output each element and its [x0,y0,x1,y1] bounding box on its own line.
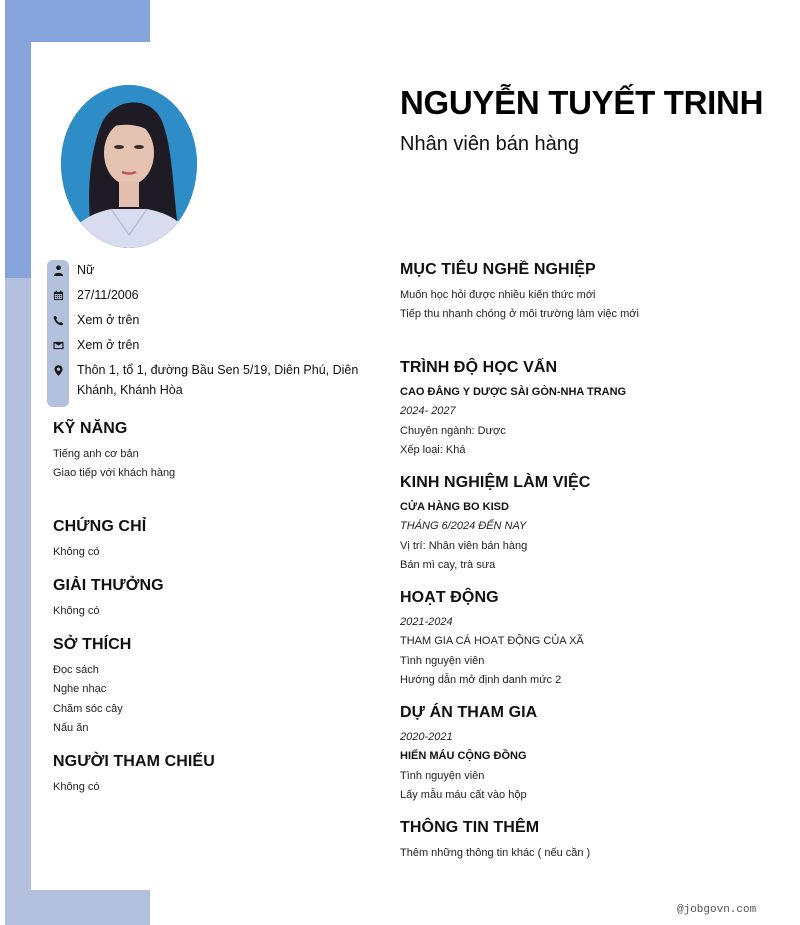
contact-address [47,360,367,400]
phone-icon [47,310,69,330]
activity-description: Hướng dẫn mở định danh mức 2 [400,673,562,686]
project-name: HIẾN MÁU CỘNG ĐỒNG [400,750,527,763]
address-text: Thôn 1, tổ 1, đường Bầu Sen 5/19, Diên Phú, Diên Khánh, Khánh Hòa [77,363,359,397]
activity-period: 2021-2024 [400,616,453,628]
phone-text: Xem ở trên [77,313,140,327]
project-role: Tình nguyện viên [400,769,485,782]
experience-position: Vị trí: Nhân viên bán hàng [400,539,528,552]
section-title: TRÌNH ĐỘ HỌC VẤN [400,359,558,376]
section-hobbies [53,636,363,738]
section-title: NGƯỜI THAM CHIẾU [53,753,215,770]
contact-gender [47,260,367,285]
email-text: Xem ở trên [77,338,140,352]
activity-name: THAM GIA CÁ HOẠT ĐỘNG CỦA XÃ [400,635,584,648]
experience-period: THÁNG 6/2024 ĐẾN NAY [400,520,527,533]
section-references [53,753,363,797]
school-name: CAO ĐẲNG Y DƯỢC SÀI GÒN-NHA TRANG [400,386,627,398]
section-title: GIẢI THƯỞNG [53,577,164,594]
gender-text: Nữ [77,263,95,277]
decorative-block-top [5,0,150,42]
section-title: KINH NGHIỆM LÀM VIỆC [400,474,591,491]
section-title: DỰ ÁN THAM GIA [400,704,538,721]
contact-birthday [47,285,367,310]
calendar-icon [47,285,69,305]
list-item: Nghe nhạc [53,683,107,696]
section-additional-info [400,819,780,863]
list-item: Giao tiếp với khách hàng [53,467,176,480]
candidate-name: NGUYỄN TUYẾT TRINH [400,84,764,121]
list-item: Không có [53,781,100,793]
section-skills [53,420,363,484]
education-period: 2024- 2027 [400,405,456,418]
education-major: Chuyên ngành: Dược [400,424,506,437]
project-period: 2020-2021 [400,731,453,743]
section-title: THÔNG TIN THÊM [400,819,540,836]
mail-icon [47,335,69,355]
company-name: CỬA HÀNG BO KISD [400,501,509,513]
section-certificates [53,518,363,562]
project-description: Lấy mẫu máu cất vào hộp [400,788,527,801]
job-title: Nhân viên bán hàng [400,133,580,155]
section-title: HOẠT ĐỘNG [400,589,499,606]
portrait-image [61,85,197,248]
list-item: Không có [53,546,100,558]
list-item: Tiếp thu nhanh chóng ở môi trường làm việc mới [400,308,639,321]
additional-info-text: Thêm những thông tin khác ( nếu cần ) [400,847,591,859]
profile-photo [61,85,197,248]
section-awards [53,577,363,621]
section-projects [400,704,780,805]
section-activities [400,589,780,690]
decorative-block-bottom [5,890,150,925]
user-icon [47,260,69,280]
list-item: Không có [53,605,100,617]
birthday-text: 27/11/2006 [77,288,139,302]
section-title: CHỨNG CHỈ [53,518,147,535]
contact-email [47,335,367,360]
watermark: @jobgovn.com [677,904,757,916]
location-pin-icon [47,360,69,380]
activity-role: Tình nguyện viên [400,654,485,667]
contact-phone [47,310,367,335]
list-item: Đọc sách [53,664,99,676]
contact-info [47,260,367,400]
section-title: SỞ THÍCH [53,636,132,653]
list-item: Chăm sóc cây [53,702,123,715]
section-education [400,359,780,460]
section-title: KỸ NĂNG [53,420,128,437]
list-item: Nấu ăn [53,721,89,734]
decorative-stripe-left-dark [5,42,31,278]
section-objective [400,261,780,325]
education-rank: Xếp loại: Khá [400,443,466,456]
experience-description: Bán mì cay, trà sưa [400,558,496,571]
section-experience [400,474,780,575]
decorative-stripe-left-light [5,278,31,890]
list-item: Muốn học hỏi được nhiều kiến thức mới [400,289,596,301]
section-title: MỤC TIÊU NGHỀ NGHIỆP [400,261,596,278]
list-item: Tiếng anh cơ bản [53,448,139,460]
